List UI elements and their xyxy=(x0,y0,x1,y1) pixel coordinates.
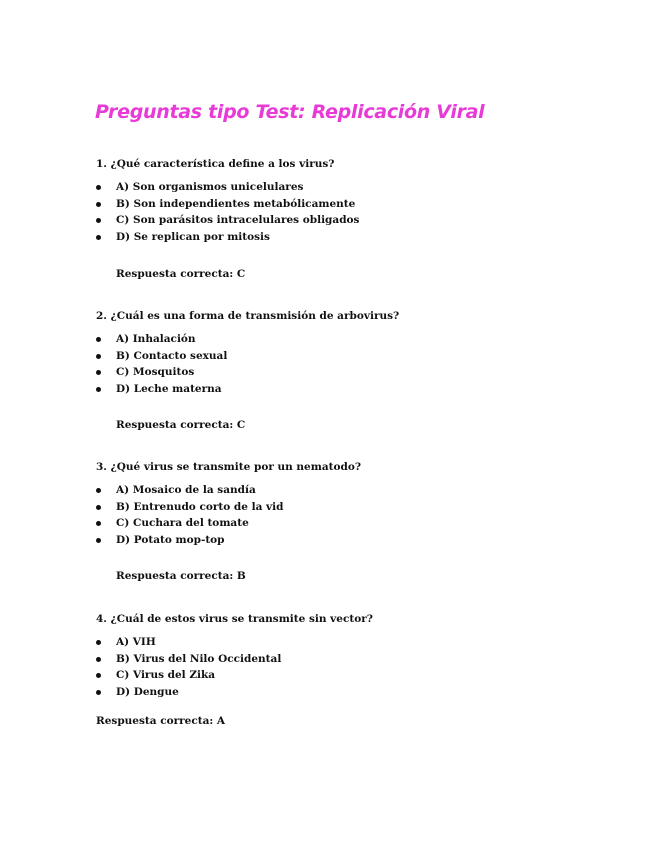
options-list xyxy=(96,482,283,548)
option-item xyxy=(96,348,227,365)
option-item xyxy=(96,331,227,348)
option-label: C) Mosquitos xyxy=(116,366,195,379)
option-item xyxy=(96,667,281,684)
option-item xyxy=(96,499,283,516)
option-label: B) Son independientes metabólicamente xyxy=(116,197,356,210)
bullet-icon xyxy=(96,354,101,359)
option-label: C) Cuchara del tomate xyxy=(116,517,249,530)
option-item xyxy=(96,515,283,532)
option-label: D) Potato mop-top xyxy=(116,533,225,546)
question-block xyxy=(96,460,616,582)
option-item xyxy=(96,651,281,668)
option-item xyxy=(96,179,359,196)
option-item xyxy=(96,381,227,398)
question-block xyxy=(96,612,616,727)
question-text: 1. ¿Qué característica define a los virus? xyxy=(96,158,335,170)
option-item xyxy=(96,212,359,229)
bullet-icon xyxy=(96,521,101,526)
bullet-icon xyxy=(96,640,101,645)
option-label: A) Inhalación xyxy=(116,333,196,345)
answer-text: Respuesta correcta: A xyxy=(96,715,226,727)
bullet-icon xyxy=(96,370,101,375)
option-item xyxy=(96,684,281,701)
option-item xyxy=(96,634,281,651)
bullet-icon xyxy=(96,538,101,543)
bullet-icon xyxy=(96,202,101,207)
bullet-icon xyxy=(96,235,101,240)
bullet-icon xyxy=(96,690,101,695)
answer-text: Respuesta correcta: C xyxy=(116,419,246,431)
option-item xyxy=(96,196,359,213)
options-list xyxy=(96,179,359,245)
option-label: B) Contacto sexual xyxy=(116,349,228,362)
option-item xyxy=(96,364,227,381)
bullet-icon xyxy=(96,505,101,510)
option-item xyxy=(96,482,283,499)
bullet-icon xyxy=(96,337,101,342)
bullet-icon xyxy=(96,387,101,392)
answer-text: Respuesta correcta: C xyxy=(116,268,246,280)
bullet-icon xyxy=(96,673,101,678)
page-title: Preguntas tipo Test: Replicación Viral xyxy=(95,101,485,123)
option-label: D) Se replican por mitosis xyxy=(116,230,270,243)
option-label: C) Virus del Zika xyxy=(116,669,216,682)
option-label: D) Dengue xyxy=(116,685,179,698)
option-label: D) Leche materna xyxy=(116,382,222,395)
bullet-icon xyxy=(96,488,101,493)
question-text: 3. ¿Qué virus se transmite por un nematodo? xyxy=(96,461,362,473)
bullet-icon xyxy=(96,657,101,662)
option-label: A) VIH xyxy=(116,636,156,648)
question-block xyxy=(96,157,616,280)
option-item xyxy=(96,229,359,246)
question-text: 2. ¿Cuál es una forma de transmisión de arbovirus? xyxy=(96,310,400,322)
option-label: B) Entrenudo corto de la vid xyxy=(116,500,284,513)
option-label: A) Son organismos unicelulares xyxy=(116,181,304,193)
bullet-icon xyxy=(96,218,101,223)
option-label: C) Son parásitos intracelulares obligados xyxy=(116,214,360,227)
question-text: 4. ¿Cuál de estos virus se transmite sin vector? xyxy=(96,613,373,625)
question-block xyxy=(96,309,616,431)
option-label: B) Virus del Nilo Occidental xyxy=(116,652,282,665)
bullet-icon xyxy=(96,185,101,190)
option-label: A) Mosaico de la sandía xyxy=(116,484,256,496)
options-list xyxy=(96,634,281,700)
option-item xyxy=(96,532,283,549)
answer-text: Respuesta correcta: B xyxy=(116,570,246,582)
options-list xyxy=(96,331,227,397)
